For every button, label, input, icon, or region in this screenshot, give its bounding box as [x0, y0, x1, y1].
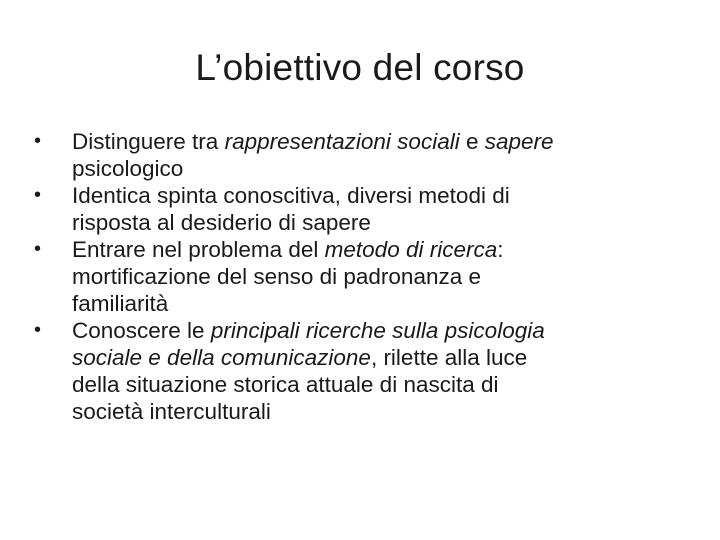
bullet-item-2 [34, 182, 674, 236]
bullet-icon: • [34, 319, 42, 341]
bullet-list [34, 128, 674, 425]
bullet-1-line-1: Distinguere tra rappresentazioni sociali e sapere [72, 129, 554, 154]
bullet-icon: • [34, 238, 42, 260]
bullet-item-1 [34, 128, 674, 182]
bullet-3-line-1: Entrare nel problema del metodo di ricerca: [72, 237, 504, 262]
bullet-1-line-2: psicologico [72, 156, 184, 181]
slide-title: L’obiettivo del corso [195, 47, 525, 88]
bullet-4-line-3: della situazione storica attuale di nascita di [72, 372, 499, 397]
bullet-4-line-2: sociale e della comunicazione, rilette alla luce [72, 345, 528, 370]
bullet-3-line-3: familiarità [72, 291, 169, 316]
bullet-2-line-2: risposta al desiderio di sapere [72, 210, 371, 235]
bullet-item-4 [34, 317, 674, 425]
bullet-2-line-1: Identica spinta conoscitiva, diversi metodi di [72, 183, 510, 208]
bullet-item-3 [34, 236, 674, 317]
bullet-icon: • [34, 130, 42, 152]
bullet-icon: • [34, 184, 42, 206]
bullet-4-line-1: Conoscere le principali ricerche sulla psicologia [72, 318, 545, 343]
bullet-3-line-2: mortificazione del senso di padronanza e [72, 264, 481, 289]
bullet-4-line-4: società interculturali [72, 399, 271, 424]
